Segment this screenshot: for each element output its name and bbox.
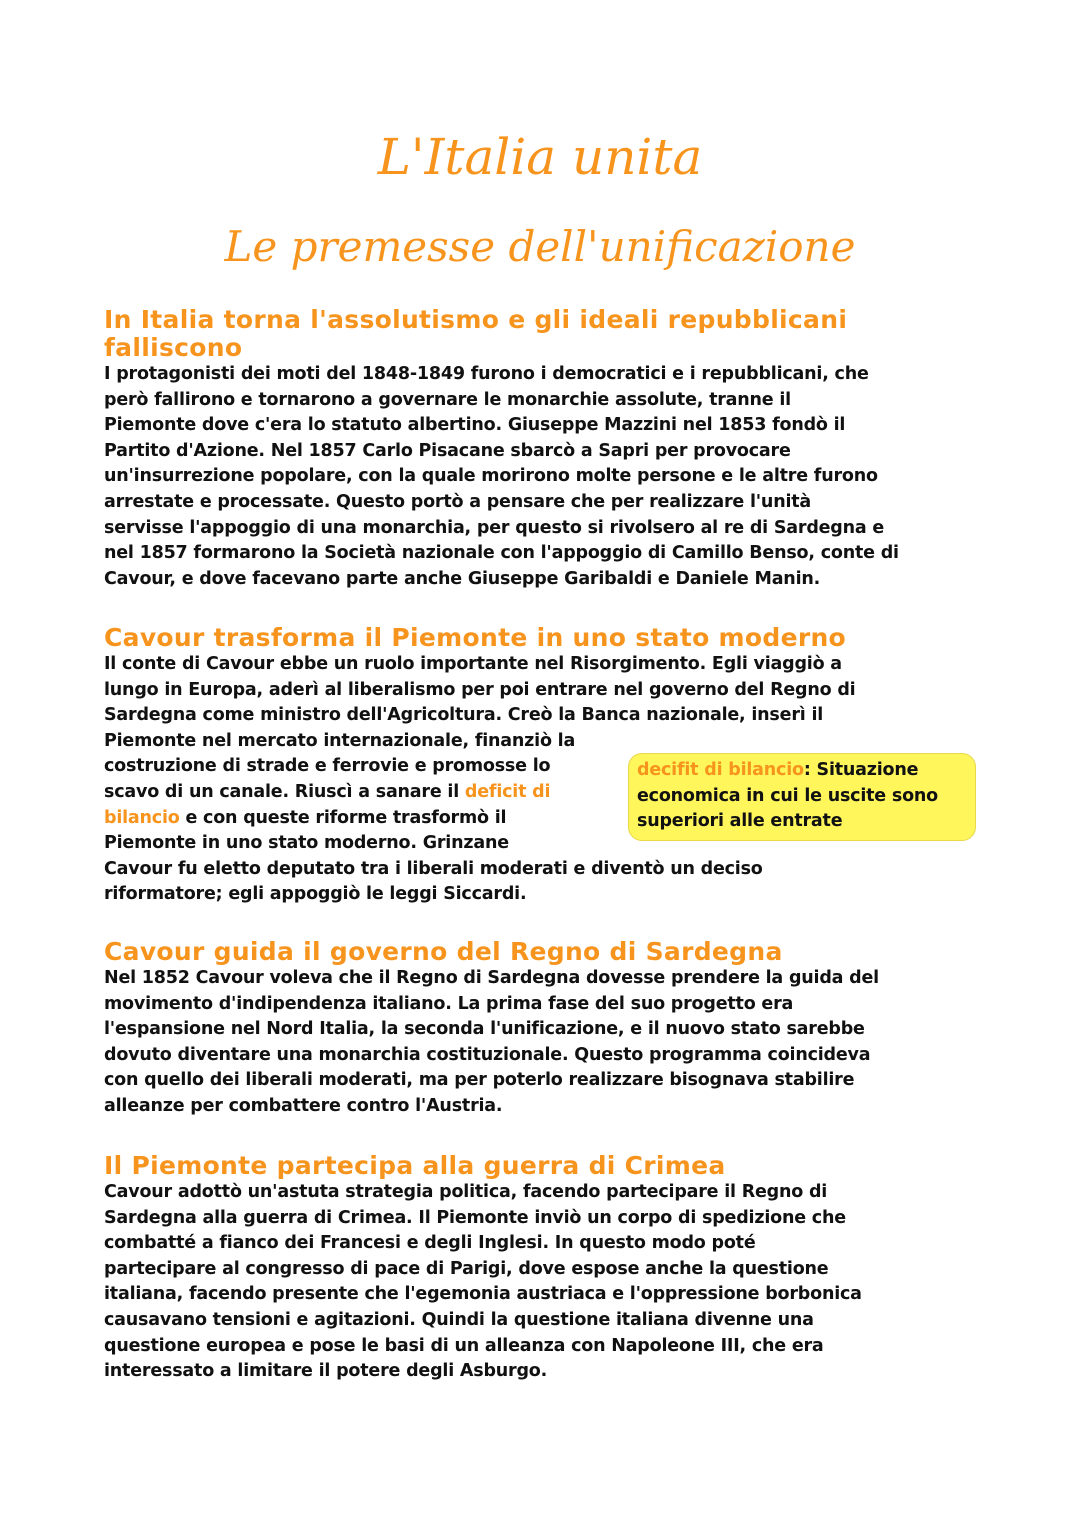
text-line: Il conte di Cavour ebbe un ruolo importante nel Risorgimento. Egli viaggiò a (104, 654, 842, 674)
text-line: dovuto diventare una monarchia costituzionale. Questo programma coincideva (104, 1044, 871, 1065)
section-heading: Cavour guida il governo del Regno di Sardegna (104, 937, 783, 966)
text-line: servisse l'appoggio di una monarchia, per questo si rivolsero al re di Sardegna e (104, 517, 885, 538)
text-line: Cavour fu eletto deputato tra i liberali moderati e diventò un deciso (104, 858, 763, 879)
text-line: un'insurrezione popolare, con la quale morirono molte persone e le altre furono (104, 466, 878, 487)
section-heading: In Italia torna l'assolutismo e gli ideali repubblicani (104, 305, 848, 334)
text-line: movimento d'indipendenza italiano. La prima fase del suo progetto era (104, 993, 794, 1014)
text-line: lungo in Europa, aderì al liberalismo per poi entrare nel governo del Regno di (104, 679, 856, 700)
text-line: Cavour adottò un'astuta strategia politica, facendo partecipare il Regno di (104, 1182, 828, 1202)
section-cavour-governo (104, 938, 984, 1120)
text-span: e con queste riforme trasformò il (179, 807, 507, 828)
text-line: Cavour, e dove facevano parte anche Giuseppe Garibaldi e Daniele Manin. (104, 568, 821, 589)
section-body (104, 362, 984, 592)
text-line: interessato a limitare il potere degli Asburgo. (104, 1361, 548, 1382)
text-line: riformatore; egli appoggiò le leggi Siccardi. (104, 884, 527, 905)
text-line: nel 1857 formarono la Società nazionale con l'appoggio di Camillo Benso, conte di (104, 543, 899, 564)
definition-note (628, 753, 976, 841)
text-line: I protagonisti dei moti del 1848-1849 furono i democratici e i repubblicani, che (104, 364, 869, 384)
highlighted-term: bilancio (104, 807, 180, 828)
highlighted-term: deficit di (464, 781, 551, 802)
text-line: causavano tensioni e agitazioni. Quindi la questione italiana divenne una (104, 1309, 814, 1330)
note-term: decifit di bilancio (637, 760, 804, 780)
text-line: però fallirono e tornarono a governare le monarchie assolute, tranne il (104, 389, 791, 410)
section-heading: Cavour trasforma il Piemonte in uno stato moderno (104, 623, 847, 652)
note-text: economica in cui le uscite sono (637, 785, 938, 806)
section-crimea (104, 1152, 984, 1385)
page-title: L'Italia unita (377, 128, 703, 186)
text-line: Sardegna come ministro dell'Agricoltura. Creò la Banca nazionale, inserì il (104, 705, 824, 726)
section-assolutismo (104, 306, 984, 592)
text-line: questione europea e pose le basi di un alleanza con Napoleone III, che era (104, 1335, 824, 1356)
text-line: Sardegna alla guerra di Crimea. Il Piemonte inviò un corpo di spedizione che (104, 1207, 846, 1228)
text-span: scavo di un canale. Riuscì a sanare il (104, 781, 465, 802)
note-text: : Situazione (803, 760, 919, 780)
text-line: con quello dei liberali moderati, ma per poterlo realizzare bisognava stabilire (104, 1070, 855, 1091)
page-subtitle: Le premesse dell'unificazione (224, 222, 856, 271)
text-line: Piemonte in uno stato moderno. Grinzane (104, 833, 509, 854)
section-body (104, 1180, 984, 1385)
section-body (104, 966, 984, 1120)
text-line: alleanze per combattere contro l'Austria. (104, 1095, 503, 1116)
text-line: Nel 1852 Cavour voleva che il Regno di Sardegna dovesse prendere la guida del (104, 968, 879, 988)
section-heading: Il Piemonte partecipa alla guerra di Crimea (104, 1151, 726, 1180)
text-line: l'espansione nel Nord Italia, la seconda l'unificazione, e il nuovo stato sarebbe (104, 1019, 865, 1040)
section-heading: falliscono (104, 333, 243, 362)
text-line: italiana, facendo presente che l'egemonia austriaca e l'oppressione borbonica (104, 1284, 862, 1305)
text-line: partecipare al congresso di pace di Parigi, dove espose anche la questione (104, 1258, 829, 1279)
text-line: Partito d'Azione. Nel 1857 Carlo Pisacane sbarcò a Sapri per provocare (104, 440, 791, 461)
text-line: Piemonte nel mercato internazionale, finanziò la (104, 730, 576, 751)
text-line: Piemonte dove c'era lo statuto albertino. Giuseppe Mazzini nel 1853 fondò il (104, 415, 846, 436)
text-line: combatté a fianco dei Francesi e degli Inglesi. In questo modo poté (104, 1233, 756, 1254)
text-line: costruzione di strade e ferrovie e promosse lo (104, 756, 551, 777)
note-text: superiori alle entrate (637, 811, 843, 832)
text-line: arrestate e processate. Questo portò a pensare che per realizzare l'unità (104, 491, 812, 512)
